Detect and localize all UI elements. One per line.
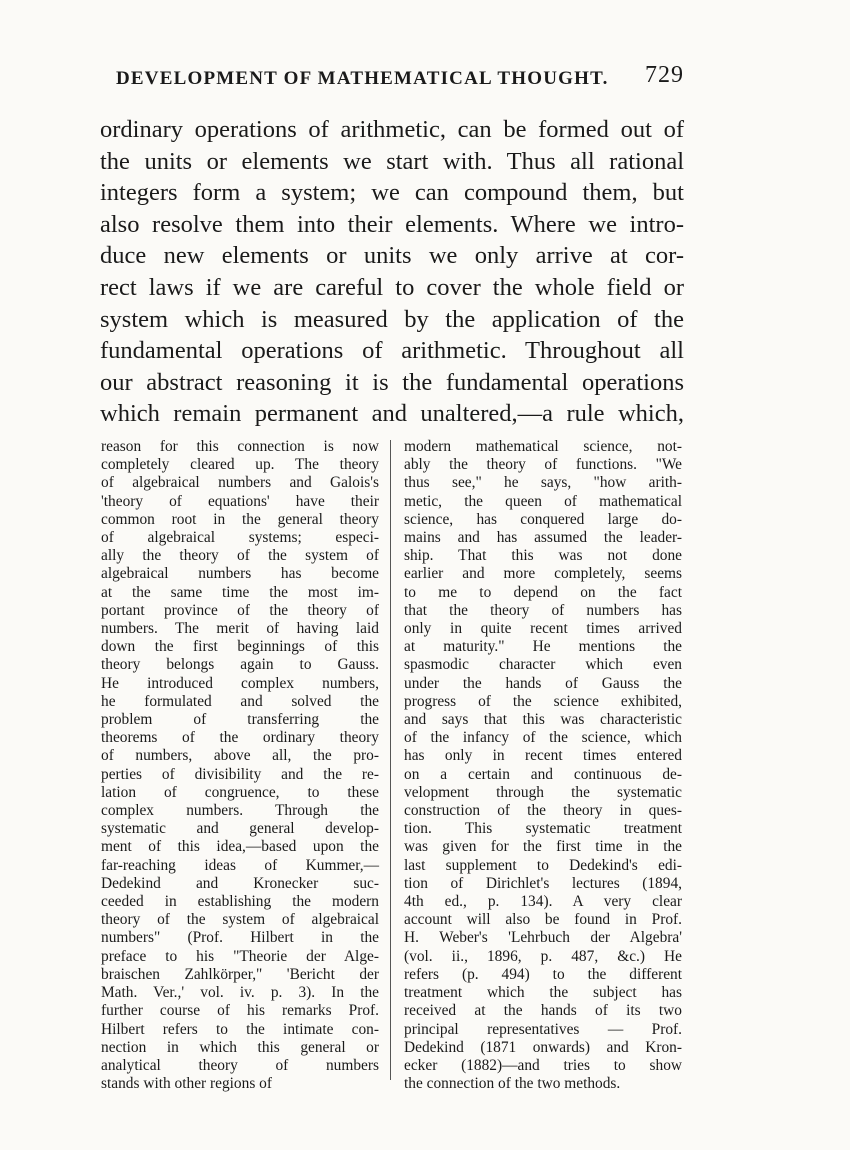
footnote-line: spasmodic character which even: [404, 656, 682, 674]
footnote-line: Math. Ver.,' vol. iv. p. 3). In the: [101, 984, 379, 1002]
footnote-line: H. Weber's 'Lehrbuch der Algebra': [404, 929, 682, 947]
footnote-line: braischen Zahlkörper," 'Bericht der: [101, 965, 379, 983]
text-line: which remain permanent and unaltered,—a rule which,: [100, 400, 684, 428]
footnote-line: at maturity." He mentions the: [404, 638, 682, 656]
footnote-line: far-reaching ideas of Kummer,—: [101, 856, 379, 874]
footnote-line: theorems of the ordinary theory: [101, 729, 379, 747]
text-line: integers form a system; we can compound them, but: [100, 179, 684, 207]
text-line: our abstract reasoning it is the fundamental operations: [100, 368, 684, 396]
footnote-line: Dedekind (1871 onwards) and Kron-: [404, 1038, 682, 1056]
footnote-line: at the same time the most im-: [101, 583, 379, 601]
footnote-line: ship. That this was not done: [404, 547, 682, 565]
footnote-line: velopment through the systematic: [404, 783, 682, 801]
footnote-line: construction of the theory in ques-: [404, 802, 682, 820]
footnote-line: of numbers, above all, the pro-: [101, 747, 379, 765]
footnote-line: analytical theory of numbers: [101, 1056, 379, 1074]
footnote-line: mains and has assumed the leader-: [404, 529, 682, 547]
footnote-line: nection in which this general or: [101, 1038, 379, 1056]
footnote-line: on a certain and continuous de-: [404, 765, 682, 783]
footnote-line: common root in the general theory: [101, 510, 379, 528]
footnote-line: and says that this was characteristic: [404, 711, 682, 729]
column-divider: [390, 440, 391, 1080]
footnote-line: stands with other regions of: [101, 1075, 272, 1093]
footnote-line: completely cleared up. The theory: [101, 456, 379, 474]
footnote-line: refers (p. 494) to the different: [404, 965, 682, 983]
footnote-line: theory of the system of algebraical: [101, 911, 379, 929]
footnote-line: theory belongs again to Gauss.: [101, 656, 379, 674]
footnote-line: (vol. ii., 1896, p. 487, &c.) He: [404, 947, 682, 965]
footnote-line: has only in recent times entered: [404, 747, 682, 765]
footnote-line: 'theory of equations' have their: [101, 492, 379, 510]
footnote-line: down the first beginnings of this: [101, 638, 379, 656]
footnote-line: was given for the first time in the: [404, 838, 682, 856]
text-line: duce new elements or units we only arrive at cor-: [100, 242, 684, 270]
text-line: ordinary operations of arithmetic, can be formed out of: [100, 116, 684, 143]
text-line: system which is measured by the application of the: [100, 305, 684, 333]
footnote-line: ally the theory of the system of: [101, 547, 379, 565]
text-line: rect laws if we are careful to cover the whole field or: [100, 273, 684, 301]
footnote-line: the connection of the two methods.: [404, 1075, 621, 1093]
footnote-line: earlier and more completely, seems: [404, 565, 682, 583]
footnote-line: metic, the queen of mathematical: [404, 492, 682, 510]
footnote-line: of algebraical numbers and Galois's: [101, 474, 379, 492]
footnote-line: received at the hands of its two: [404, 1002, 682, 1020]
footnote-line: tion. This systematic treatment: [404, 820, 682, 838]
footnote-line: that the theory of numbers has: [404, 601, 682, 619]
footnote-line: reason for this connection is now: [101, 438, 379, 455]
footnote-line: Dedekind and Kronecker suc-: [101, 874, 379, 892]
footnote-line: ceeded in establishing the modern: [101, 893, 379, 911]
footnote-line: under the hands of Gauss the: [404, 674, 682, 692]
footnote-line: preface to his "Theorie der Alge-: [101, 947, 379, 965]
footnote-line: numbers" (Prof. Hilbert in the: [101, 929, 379, 947]
running-title: DEVELOPMENT OF MATHEMATICAL THOUGHT.: [116, 68, 609, 89]
footnote-column-right: [404, 438, 682, 1093]
page-number: 729: [645, 62, 684, 88]
footnote-line: lation of congruence, to these: [101, 783, 379, 801]
footnote-line: portant province of the theory of: [101, 601, 379, 619]
footnote-line: complex numbers. Through the: [101, 802, 379, 820]
footnote-column-left: [101, 438, 379, 1093]
footnote-line: only in quite recent times arrived: [404, 620, 682, 638]
page-header: [112, 62, 684, 92]
text-line: fundamental operations of arithmetic. Throughout all: [100, 337, 684, 365]
footnote-line: of the infancy of the science, which: [404, 729, 682, 747]
footnote-line: principal representatives — Prof.: [404, 1020, 682, 1038]
footnote-line: further course of his remarks Prof.: [101, 1002, 379, 1020]
footnote-line: he formulated and solved the: [101, 692, 379, 710]
footnote-line: ment of this idea,—based upon the: [101, 838, 379, 856]
footnote-line: numbers. The merit of having laid: [101, 620, 379, 638]
footnote-line: perties of divisibility and the re-: [101, 765, 379, 783]
text-line: the units or elements we start with. Thus all rational: [100, 147, 684, 175]
footnote-line: science, has conquered large do-: [404, 510, 682, 528]
footnote-line: of algebraical systems; especi-: [101, 529, 379, 547]
footnote-line: to me to depend on the fact: [404, 583, 682, 601]
footnote-line: He introduced complex numbers,: [101, 674, 379, 692]
footnote-line: 4th ed., p. 134). A very clear: [404, 893, 682, 911]
text-line: also resolve them into their elements. Where we intro-: [100, 210, 684, 238]
footnote-line: progress of the science exhibited,: [404, 692, 682, 710]
footnote-line: algebraical numbers has become: [101, 565, 379, 583]
footnote-line: ably the theory of functions. "We: [404, 456, 682, 474]
footnote-line: modern mathematical science, not-: [404, 438, 682, 455]
main-paragraph: [100, 114, 684, 430]
footnote-line: Hilbert refers to the intimate con-: [101, 1020, 379, 1038]
footnote-line: tion of Dirichlet's lectures (1894,: [404, 874, 682, 892]
footnote-line: treatment which the subject has: [404, 984, 682, 1002]
footnote-line: last supplement to Dedekind's edi-: [404, 856, 682, 874]
footnote-line: account will also be found in Prof.: [404, 911, 682, 929]
footnote-line: thus see," he says, "how arith-: [404, 474, 682, 492]
footnote-line: ecker (1882)—and tries to show: [404, 1056, 682, 1074]
footnote-line: systematic and general develop-: [101, 820, 379, 838]
footnote-line: problem of transferring the: [101, 711, 379, 729]
